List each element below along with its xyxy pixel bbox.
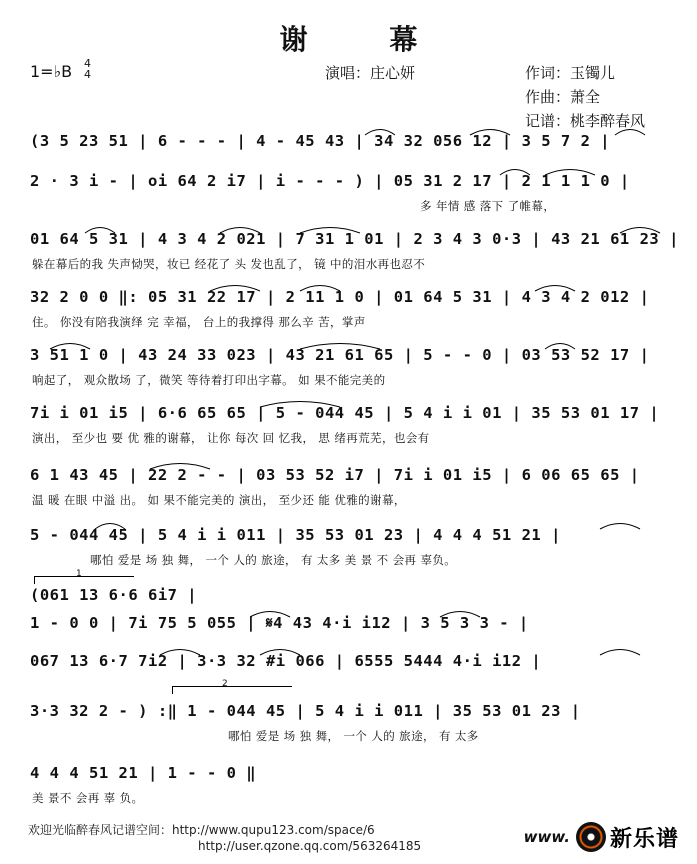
- score-notation-line: 32 2 0 0 ‖: 05 31 22 17 | 2 11 1 0 | 01 64 5 31 | 4 3 4 2 012 |: [30, 288, 650, 306]
- time-signature-bottom: 4: [84, 68, 91, 81]
- slur: [300, 344, 380, 350]
- score-notation-line: 01 64 5 31 | 4 3 4 2 021 | 7 31 1 01 | 2 3 4 3 0·3 | 43 21 61 23 |: [30, 230, 679, 248]
- score-lyric-line: 哪怕 爱是 场 独 舞， 一个 人的 旅途， 有 太多 美 景 不 会再 辜负。: [90, 553, 457, 567]
- score-lyric-line: 美 景不 会再 辜 负。: [32, 791, 144, 805]
- site-logo[interactable]: [524, 817, 679, 857]
- slur: [300, 286, 340, 292]
- score-lyric-line: 温 暖 在眼 中溢 出。 如 果不能完美的 演出， 至少还 能 优雅的谢幕，: [32, 493, 406, 507]
- singer-credit: 演唱：庄心妍: [325, 64, 416, 82]
- song-title: 谢 幕: [279, 23, 454, 56]
- slur: [210, 286, 260, 292]
- slur: [150, 464, 210, 470]
- footer-link-qzone[interactable]: http://user.qzone.qq.com/563264185: [198, 839, 422, 853]
- time-signature-top: 4: [84, 57, 91, 70]
- slur: [600, 524, 640, 530]
- score-notation-line: 7i i 01 i5 | 6·6 65 65 | 5 - 044 45 | 5 4 i i 01 | 35 53 01 17 |: [30, 404, 660, 422]
- slur: [160, 650, 200, 656]
- slur: [600, 650, 640, 656]
- slur: [250, 612, 290, 618]
- score-lyric-line: 哪怕 爱是 场 独 舞， 一个 人的 旅途， 有 太多: [228, 729, 479, 743]
- composer-credit: 作曲：萧全: [525, 88, 601, 106]
- slur: [615, 130, 645, 136]
- score-notation-line: (061 13 6·6 6i7 |: [30, 586, 198, 604]
- score-notation-line: 1 - 0 0 | 7i 75 5 055 | 𝄋4 43 4·i i12 | 3 5 3 3 - |: [30, 614, 529, 632]
- logo-www: www.: [523, 828, 570, 846]
- score-notation-line: 4 4 4 51 21 | 1 - - 0 ‖: [30, 764, 257, 782]
- score-lyric-line: 响起了， 观众散场 了，微笑 等待着打印出字幕。 如 果不能完美的: [32, 373, 386, 387]
- key-signature: 1=♭B: [30, 62, 73, 81]
- slur: [50, 344, 90, 350]
- volta-second-number: 2: [222, 679, 228, 689]
- slur: [440, 612, 480, 618]
- score-notation-line: 3 51 1 0 | 43 24 33 023 | 43 21 61 65 | 5 - - 0 | 03 53 52 17 |: [30, 346, 650, 364]
- score-lyric-line: 演出， 至少也 要 优 雅的谢幕， 让你 每次 回 忆我， 思 绪再荒芜，也会有: [32, 431, 430, 445]
- score-notation-line: 6 1 43 45 | 22 2 - - | 03 53 52 i7 | 7i i 01 i5 | 6 06 65 65 |: [30, 466, 640, 484]
- score-notation-line: 2 · 3 i - | oi 64 2 i7 | i - - - ) | 05 31 2 17 | 2 1 1 1 0 |: [30, 172, 630, 190]
- score-notation-line: 5 - 044 45 | 5 4 i i 011 | 35 53 01 23 | 4 4 4 51 21 |: [30, 526, 561, 544]
- slur: [85, 228, 115, 234]
- slur: [260, 402, 340, 408]
- score-lyric-line: 多 年情 感 落下 了帷幕，: [420, 199, 556, 213]
- footer-link-space[interactable]: 欢迎光临醉春风记谱空间：http://www.qupu123.com/space/6: [28, 823, 375, 837]
- logo-name: 新乐谱: [609, 826, 679, 852]
- transcriber-credit: 记谱：桃李醉春风: [525, 112, 646, 130]
- score-notation-line: (3 5 23 51 | 6 - - - | 4 - 45 43 | 34 32 056 12 | 3 5 7 2 |: [30, 132, 611, 150]
- slur: [365, 130, 395, 136]
- slur: [300, 228, 360, 234]
- slur: [500, 170, 530, 176]
- slur: [545, 344, 575, 350]
- slur: [535, 286, 575, 292]
- slur: [95, 524, 125, 530]
- slur: [470, 130, 510, 136]
- record-disc-icon: [576, 822, 606, 852]
- score-notation-line: 067 13 6·7 7i2 | 3·3 32 #i 066 | 6555 5444 4·i i12 |: [30, 652, 542, 670]
- score-lyric-line: 住。 你没有陪我演绎 完 幸福， 台上的我撑得 那么辛 苦，掌声: [32, 315, 366, 329]
- slur: [220, 228, 260, 234]
- score-lyric-line: 躲在幕后的我 失声恸哭，妆已 经花了 头 发也乱了， 镜 中的泪水再也忍不: [32, 257, 426, 271]
- volta-first-number: 1: [76, 569, 82, 579]
- slur: [545, 170, 595, 176]
- lyricist-credit: 作词：玉镯儿: [525, 64, 616, 82]
- slur: [260, 650, 300, 656]
- score-notation-line: 3·3 32 2 - ) :‖ 1 - 044 45 | 5 4 i i 011 | 35 53 01 23 |: [30, 702, 581, 720]
- slur: [620, 228, 660, 234]
